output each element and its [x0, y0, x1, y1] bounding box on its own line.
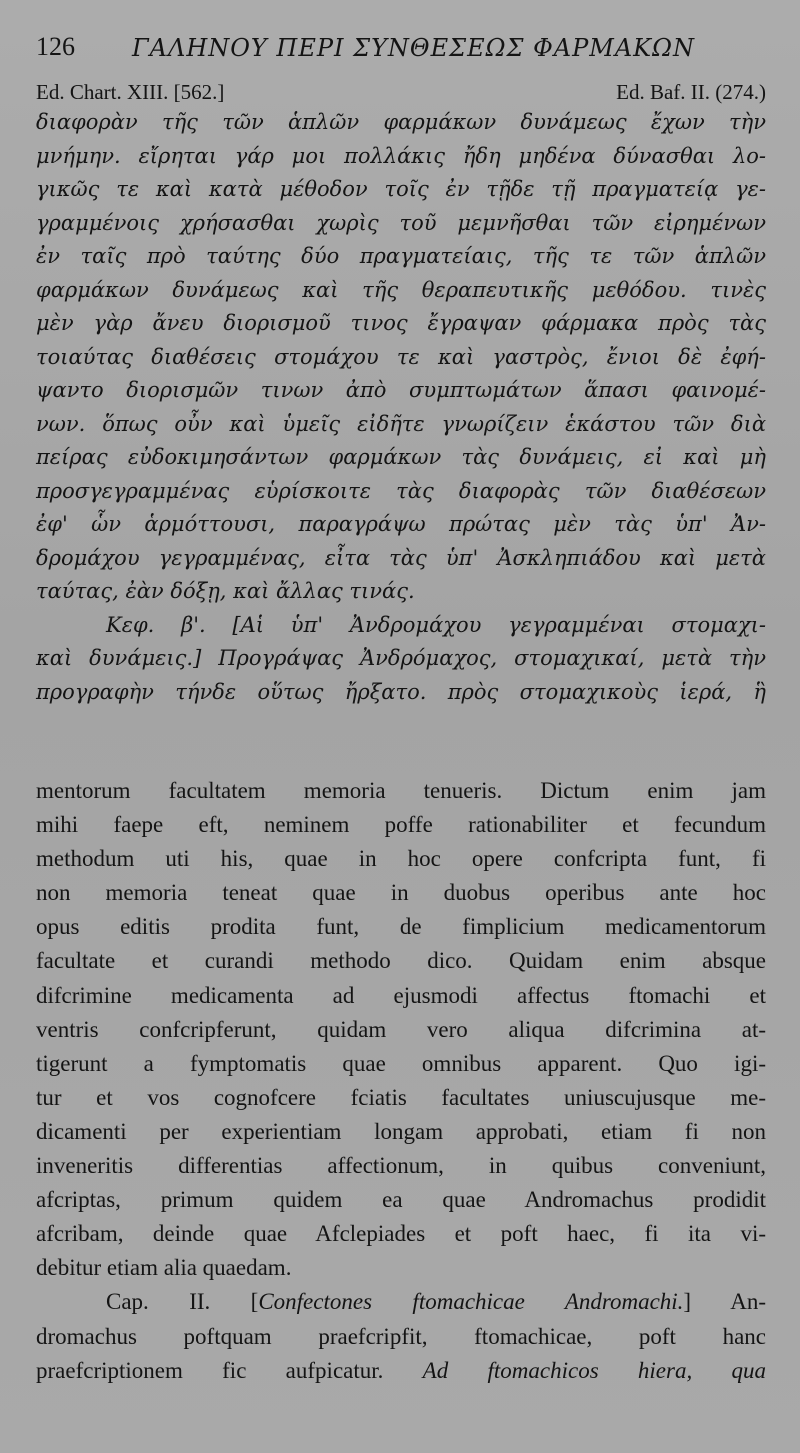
- greek-line: τοιαύτας διαθέσεις στομάχου τε καὶ γαστρὸς, ἔνιοι δὲ ἐφή-: [36, 344, 766, 369]
- latin-line-italic: Ad ftomachicos hiera, qua: [422, 1357, 766, 1383]
- latin-line: facultate et curandi methodo dico. Quidam enim absque: [36, 948, 766, 974]
- greek-line: γικῶς τε καὶ κατὰ μέθοδον τοῖς ἐν τῇδε τῇ πραγματείᾳ γε-: [36, 177, 766, 201]
- greek-line: ψαντο διορισμῶν τινων ἀπὸ συμπτωμάτων ἅπασι φαινομέ-: [36, 378, 766, 402]
- greek-text: [36, 106, 766, 709]
- chapter-label: Cap. II. [: [106, 1289, 259, 1315]
- greek-line: προγραφὴν τήνδε οὕτως ἤρξατο. πρὸς στομαχικοὺς ἱερά, ἣ: [36, 679, 766, 704]
- greek-line: προσγεγραμμένας εὑρίσκοιτε τὰς διαφορὰς τῶν διαθέσεων: [36, 478, 766, 503]
- latin-line: mentorum facultatem memoria tenueris. Dictum enim jam: [36, 778, 766, 803]
- running-title: ΓΑΛΗΝΟΥ ΠΕΡΙ ΣΥΝΘΕΣΕΩΣ ΦΑΡΜΑΚΩΝ: [132, 34, 695, 62]
- latin-chapter-heading: [36, 1285, 766, 1319]
- latin-line: inveneritis differentias affectionum, in quibus conveniunt,: [36, 1153, 766, 1179]
- latin-line-start: praefcriptionem fic aufpicatur.: [36, 1357, 423, 1383]
- latin-line: afcribam, deinde quae Afclepiades et poft haec, fi ita vi-: [36, 1221, 766, 1247]
- greek-line: μνήμην. εἴρηται γάρ μοι πολλάκις ἤδη μηδένα δύνασθαι λο-: [36, 143, 766, 168]
- chapter-label-end: ] An-: [683, 1289, 766, 1315]
- latin-line: ventris confcripferunt, quidam vero aliqua difcrimina at-: [36, 1016, 766, 1042]
- latin-line: afcriptas, primum quidem ea quae Andromachus prodidit: [36, 1187, 766, 1213]
- latin-line: non memoria teneat quae in duobus operibus ante hoc: [36, 880, 766, 906]
- greek-line: νων. ὅπως οὖν καὶ ὑμεῖς εἰδῆτε γνωρίζειν ἑκάστου τῶν διὰ: [36, 411, 766, 436]
- greek-line: δρομάχου γεγραμμένας, εἶτα τὰς ὑπ' Ἀσκληπιάδου καὶ μετὰ: [36, 545, 766, 570]
- greek-line: καὶ δυνάμεις.] Προγράψας Ἀνδρόμαχος, στομαχικαί, μετὰ τὴν: [36, 646, 766, 670]
- greek-line: γραμμένοις χρήσασθαι χωρὶς τοῦ μεμνῆσθαι τῶν εἰρημένων: [36, 210, 766, 235]
- greek-line: διαφορὰν τῆς τῶν ἁπλῶν φαρμάκων δυνάμεως ἔχων τὴν: [36, 110, 766, 134]
- greek-line: μὲν γὰρ ἄνευ διορισμοῦ τινος ἔγραψαν φάρμακα πρὸς τὰς: [36, 311, 766, 335]
- latin-line: dromachus poftquam praefcripfit, ftomachicae, poft hanc: [36, 1323, 766, 1349]
- page-number: 126: [36, 32, 75, 61]
- latin-line: tigerunt a fymptomatis quae omnibus apparent. Quo igi-: [36, 1050, 766, 1076]
- latin-line: methodum uti his, quae in hoc opere confcripta funt, fi: [36, 846, 766, 872]
- latin-translation: [36, 774, 766, 1388]
- latin-line: difcrimine medicamenta ad ejusmodi affectus ftomachi et: [36, 982, 766, 1008]
- greek-line: φαρμάκων δυνάμεως καὶ τῆς θεραπευτικῆς μεθόδου. τινὲς: [36, 277, 766, 302]
- greek-line: ἐφ' ὧν ἁρμόττουσι, παραγράψω πρώτας μὲν τὰς ὑπ' Ἀν-: [36, 512, 766, 536]
- greek-line: πείρας εὐδοκιμησάντων φαρμάκων τὰς δυνάμεις, εἰ καὶ μὴ: [36, 445, 766, 469]
- page-header: [36, 28, 766, 68]
- latin-line: opus editis prodita funt, de fimplicium medicamentorum: [36, 914, 766, 940]
- chapter-title: Confectones ftomachicae Andromachi.: [258, 1289, 684, 1315]
- latin-line: [36, 1354, 766, 1388]
- latin-line: mihi faepe eft, neminem poffe rationabiliter et fecundum: [36, 812, 766, 838]
- edition-reference: [36, 80, 766, 106]
- greek-chapter-heading: Κεφ. β'. [Αἱ ὑπ' Ἀνδρομάχου γεγραμμέναι στομαχι-: [106, 612, 766, 637]
- latin-line: tur et vos cognofcere fciatis facultates uniuscujusque me-: [36, 1084, 766, 1110]
- greek-line: ἐν ταῖς πρὸ ταύτης δύο πραγματείαις, τῆς τε τῶν ἁπλῶν: [36, 244, 766, 268]
- latin-line: debitur etiam alia quaedam.: [36, 1255, 292, 1281]
- latin-line: dicamenti per experientiam longam approbati, etiam fi non: [36, 1118, 766, 1144]
- edition-basel: Ed. Baf. II. (274.): [616, 80, 766, 104]
- edition-chartier: Ed. Chart. XIII. [562.]: [36, 80, 225, 104]
- greek-line: ταύτας, ἐὰν δόξῃ, καὶ ἄλλας τινάς.: [36, 579, 415, 603]
